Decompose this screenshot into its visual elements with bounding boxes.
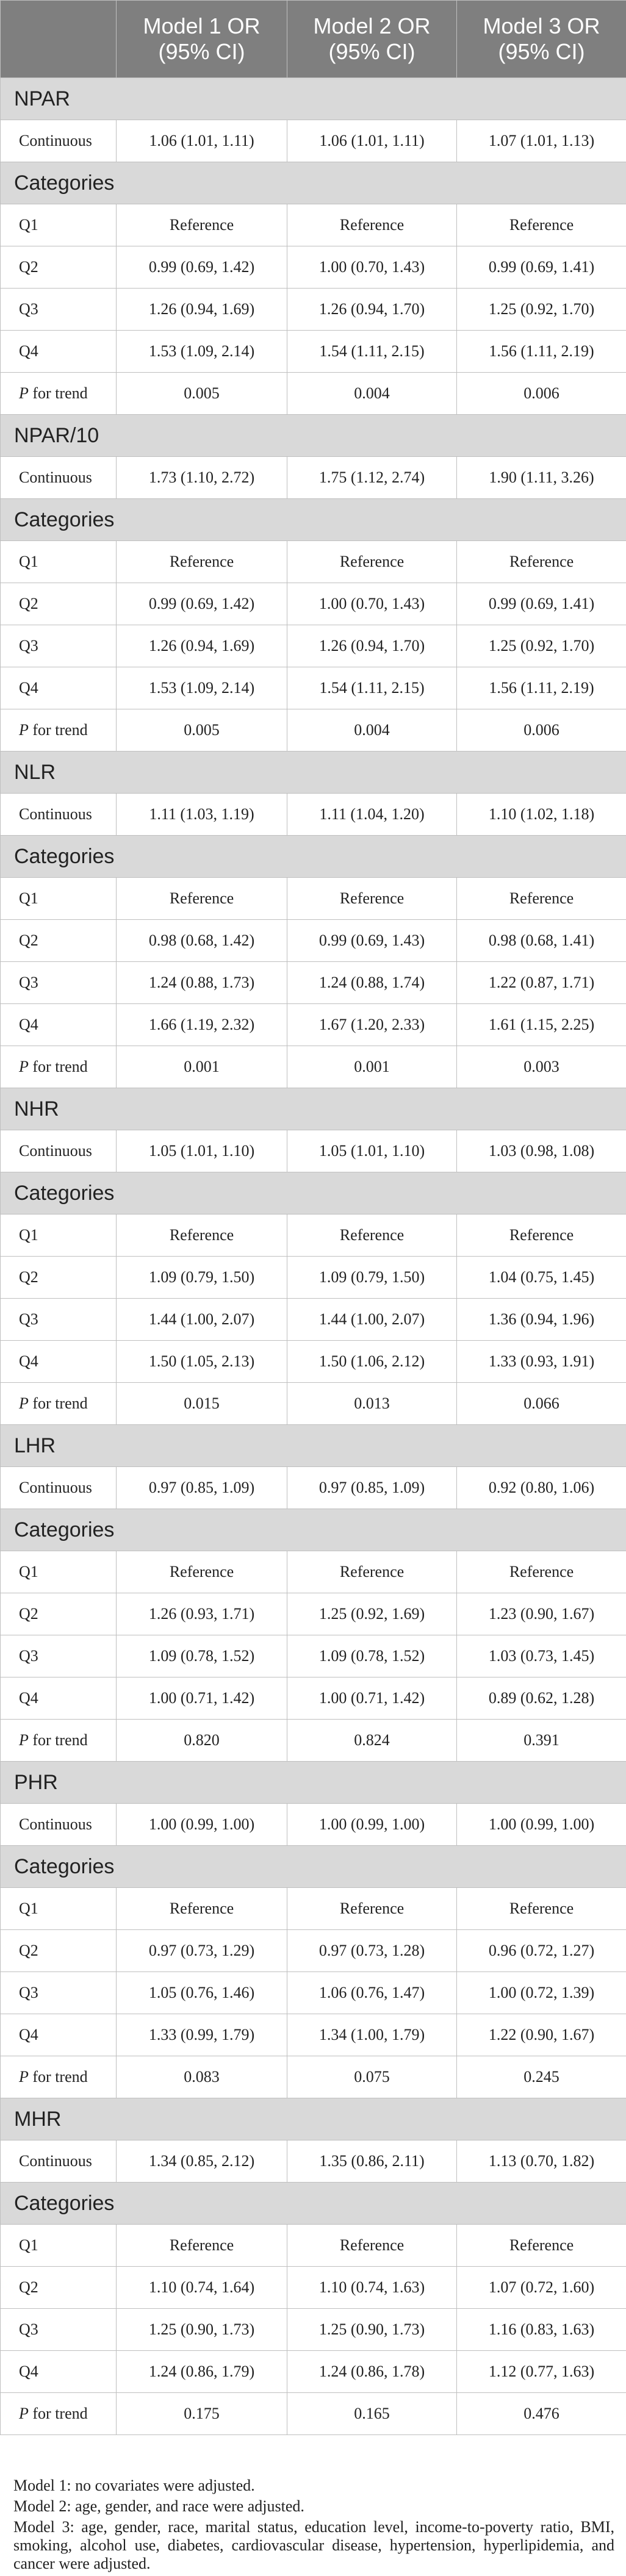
table-cell: 1.10 (0.74, 1.63) xyxy=(287,2267,457,2309)
p-symbol: P xyxy=(19,2068,29,2086)
categories-label: Categories xyxy=(1,1172,626,1214)
row-label: Continuous xyxy=(1,794,117,836)
categories-label: Categories xyxy=(1,1509,626,1551)
table-cell: Reference xyxy=(457,878,626,920)
row-label: Q2 xyxy=(1,1593,117,1635)
p-trend-label xyxy=(1,1720,117,1762)
p-trend-label xyxy=(1,373,117,415)
table-row xyxy=(1,1972,626,2014)
table-cell: 0.97 (0.85, 1.09) xyxy=(117,1467,287,1509)
section-header-nlr xyxy=(1,752,626,794)
table-cell: 1.00 (0.72, 1.39) xyxy=(457,1972,626,2014)
categories-label: Categories xyxy=(1,2183,626,2225)
section-title: LHR xyxy=(1,1425,626,1467)
row-label: Q4 xyxy=(1,2014,117,2056)
table-cell: 1.53 (1.09, 2.14) xyxy=(117,331,287,373)
table-cell: 1.56 (1.11, 2.19) xyxy=(457,667,626,709)
table-cell: 0.89 (0.62, 1.28) xyxy=(457,1677,626,1720)
table-cell: 1.09 (0.79, 1.50) xyxy=(117,1257,287,1299)
table-cell: 1.73 (1.10, 2.72) xyxy=(117,457,287,499)
row-label: Continuous xyxy=(1,2140,117,2183)
p-trend-value: 0.175 xyxy=(117,2393,287,2435)
p-symbol: P xyxy=(19,1394,29,1412)
p-trend-label xyxy=(1,1046,117,1088)
table-row xyxy=(1,2309,626,2351)
table-cell: 0.99 (0.69, 1.43) xyxy=(287,920,457,962)
table-row xyxy=(1,1888,626,1930)
table-row xyxy=(1,2014,626,2056)
header-blank-cell xyxy=(1,1,117,78)
row-label: Q1 xyxy=(1,1214,117,1257)
table-row xyxy=(1,583,626,625)
row-label: Q2 xyxy=(1,583,117,625)
table-cell: Reference xyxy=(117,541,287,583)
row-label: Q1 xyxy=(1,541,117,583)
table-cell: 1.05 (1.01, 1.10) xyxy=(117,1130,287,1172)
table-cell: 1.50 (1.06, 2.12) xyxy=(287,1341,457,1383)
table-cell: 1.06 (0.76, 1.47) xyxy=(287,1972,457,2014)
p-trend-label xyxy=(1,2393,117,2435)
row-label: Q1 xyxy=(1,1888,117,1930)
row-label: Q1 xyxy=(1,1551,117,1593)
p-trend-text: for trend xyxy=(28,2405,88,2422)
p-trend-value: 0.005 xyxy=(117,373,287,415)
p-trend-text: for trend xyxy=(28,1731,88,1749)
table-row xyxy=(1,1299,626,1341)
table-row xyxy=(1,1593,626,1635)
table-cell: 1.11 (1.03, 1.19) xyxy=(117,794,287,836)
p-trend-row xyxy=(1,1720,626,1762)
p-trend-text: for trend xyxy=(28,1394,88,1412)
section-title: NPAR/10 xyxy=(1,415,626,457)
p-trend-value: 0.015 xyxy=(117,1383,287,1425)
table-cell: 0.92 (0.80, 1.06) xyxy=(457,1467,626,1509)
table-cell: 1.06 (1.01, 1.11) xyxy=(287,120,457,162)
p-symbol: P xyxy=(19,1731,29,1749)
table-cell: 0.98 (0.68, 1.41) xyxy=(457,920,626,962)
table-cell: 1.44 (1.00, 2.07) xyxy=(117,1299,287,1341)
table-cell: 1.13 (0.70, 1.82) xyxy=(457,2140,626,2183)
table-cell: 1.22 (0.87, 1.71) xyxy=(457,962,626,1004)
p-trend-value: 0.006 xyxy=(457,709,626,752)
p-symbol: P xyxy=(19,1058,29,1075)
table-cell: Reference xyxy=(117,1888,287,1930)
p-trend-row xyxy=(1,1046,626,1088)
row-label: Q4 xyxy=(1,2351,117,2393)
row-label: Q2 xyxy=(1,246,117,289)
row-label: Continuous xyxy=(1,1804,117,1846)
table-row xyxy=(1,331,626,373)
table-cell: Reference xyxy=(287,1888,457,1930)
row-label: Continuous xyxy=(1,457,117,499)
p-trend-value: 0.003 xyxy=(457,1046,626,1088)
p-trend-value: 0.820 xyxy=(117,1720,287,1762)
table-row xyxy=(1,878,626,920)
row-label: Q2 xyxy=(1,920,117,962)
table-cell: 1.66 (1.19, 2.32) xyxy=(117,1004,287,1046)
table-cell: Reference xyxy=(117,878,287,920)
table-cell: 1.34 (0.85, 2.12) xyxy=(117,2140,287,2183)
categories-header xyxy=(1,1846,626,1888)
section-title: PHR xyxy=(1,1762,626,1804)
table-footnotes xyxy=(13,2477,614,2575)
row-label: Q3 xyxy=(1,2309,117,2351)
table-cell: Reference xyxy=(457,1551,626,1593)
table-cell: 0.96 (0.72, 1.27) xyxy=(457,1930,626,1972)
table-row xyxy=(1,1677,626,1720)
table-cell: 1.16 (0.83, 1.63) xyxy=(457,2309,626,2351)
table-row xyxy=(1,625,626,667)
table-cell: 0.97 (0.73, 1.28) xyxy=(287,1930,457,1972)
p-symbol: P xyxy=(19,721,29,739)
table-cell: 1.04 (0.75, 1.45) xyxy=(457,1257,626,1299)
table-row xyxy=(1,1004,626,1046)
p-trend-value: 0.066 xyxy=(457,1383,626,1425)
section-header-npar-10 xyxy=(1,415,626,457)
categories-label: Categories xyxy=(1,1846,626,1888)
section-header-mhr xyxy=(1,2098,626,2140)
table-cell: 1.22 (0.90, 1.67) xyxy=(457,2014,626,2056)
table-cell: Reference xyxy=(287,878,457,920)
p-trend-value: 0.391 xyxy=(457,1720,626,1762)
p-trend-text: for trend xyxy=(28,384,88,402)
table-cell: Reference xyxy=(287,541,457,583)
row-label: Q4 xyxy=(1,667,117,709)
p-trend-row xyxy=(1,2056,626,2098)
row-label: Q1 xyxy=(1,878,117,920)
table-cell: 1.05 (0.76, 1.46) xyxy=(117,1972,287,2014)
table-row xyxy=(1,1551,626,1593)
table-cell: 1.24 (0.86, 1.79) xyxy=(117,2351,287,2393)
table-cell: 1.26 (0.94, 1.69) xyxy=(117,289,287,331)
table-row xyxy=(1,541,626,583)
row-label: Continuous xyxy=(1,1467,117,1509)
row-label: Continuous xyxy=(1,1130,117,1172)
table-cell: 1.05 (1.01, 1.10) xyxy=(287,1130,457,1172)
row-label: Q3 xyxy=(1,1635,117,1677)
table-cell: 1.44 (1.00, 2.07) xyxy=(287,1299,457,1341)
row-label: Q4 xyxy=(1,1341,117,1383)
table-cell: 1.09 (0.78, 1.52) xyxy=(287,1635,457,1677)
table-cell: 0.99 (0.69, 1.41) xyxy=(457,246,626,289)
table-cell: 1.11 (1.04, 1.20) xyxy=(287,794,457,836)
row-label: Q3 xyxy=(1,625,117,667)
table-cell: 0.99 (0.69, 1.42) xyxy=(117,246,287,289)
table-row xyxy=(1,120,626,162)
footnote-model-3: Model 3: age, gender, race, marital status, education level, income-to-poverty ratio, BMI, smoking, alcohol use, diabetes, cardiovascular disease, hypertension, hyperlipidemia, and cancer were adjusted. xyxy=(13,2518,614,2572)
section-title: NLR xyxy=(1,752,626,794)
table-cell: 1.09 (0.78, 1.52) xyxy=(117,1635,287,1677)
table-row xyxy=(1,920,626,962)
table-row xyxy=(1,2267,626,2309)
table-cell: 1.25 (0.90, 1.73) xyxy=(287,2309,457,2351)
row-label: Q3 xyxy=(1,289,117,331)
table-cell: 1.24 (0.88, 1.73) xyxy=(117,962,287,1004)
p-trend-text: for trend xyxy=(28,1058,88,1075)
row-label: Q1 xyxy=(1,204,117,246)
table-cell: 1.00 (0.71, 1.42) xyxy=(117,1677,287,1720)
table-row xyxy=(1,794,626,836)
footnote-model-1: Model 1: no covariates were adjusted. xyxy=(13,2477,255,2494)
table-header xyxy=(1,1,626,78)
table-cell: 0.99 (0.69, 1.41) xyxy=(457,583,626,625)
table-cell: 1.03 (0.98, 1.08) xyxy=(457,1130,626,1172)
table-cell: Reference xyxy=(457,541,626,583)
table-row xyxy=(1,667,626,709)
table-cell: 1.56 (1.11, 2.19) xyxy=(457,331,626,373)
p-trend-value: 0.476 xyxy=(457,2393,626,2435)
table-cell: 1.09 (0.79, 1.50) xyxy=(287,1257,457,1299)
table-cell: 1.34 (1.00, 1.79) xyxy=(287,2014,457,2056)
p-trend-value: 0.245 xyxy=(457,2056,626,2098)
table-row xyxy=(1,1804,626,1846)
table-row xyxy=(1,1257,626,1299)
p-trend-text: for trend xyxy=(28,2068,88,2086)
table-cell: 0.98 (0.68, 1.42) xyxy=(117,920,287,962)
table-cell: Reference xyxy=(287,1551,457,1593)
header-model-2: Model 2 OR (95% CI) xyxy=(287,1,457,78)
categories-label: Categories xyxy=(1,162,626,204)
table-cell: Reference xyxy=(117,1214,287,1257)
table-cell: 1.23 (0.90, 1.67) xyxy=(457,1593,626,1635)
table-row xyxy=(1,204,626,246)
table-cell: 1.12 (0.77, 1.63) xyxy=(457,2351,626,2393)
section-title: NHR xyxy=(1,1088,626,1130)
table-row xyxy=(1,1467,626,1509)
table-cell: 1.26 (0.94, 1.70) xyxy=(287,625,457,667)
table-cell: 1.50 (1.05, 2.13) xyxy=(117,1341,287,1383)
table-row xyxy=(1,1635,626,1677)
table-row xyxy=(1,2225,626,2267)
table-body xyxy=(1,78,626,2435)
table-cell: 1.10 (0.74, 1.64) xyxy=(117,2267,287,2309)
table-cell: 1.07 (1.01, 1.13) xyxy=(457,120,626,162)
table-row xyxy=(1,962,626,1004)
p-trend-label xyxy=(1,709,117,752)
section-title: MHR xyxy=(1,2098,626,2140)
table-cell: 1.25 (0.90, 1.73) xyxy=(117,2309,287,2351)
table-row xyxy=(1,2140,626,2183)
row-label: Q2 xyxy=(1,1257,117,1299)
row-label: Q2 xyxy=(1,1930,117,1972)
p-trend-row xyxy=(1,2393,626,2435)
table-cell: 1.00 (0.99, 1.00) xyxy=(457,1804,626,1846)
table-row xyxy=(1,246,626,289)
table-cell: 1.10 (1.02, 1.18) xyxy=(457,794,626,836)
table-cell: Reference xyxy=(287,2225,457,2267)
p-trend-value: 0.004 xyxy=(287,373,457,415)
table-cell: 1.36 (0.94, 1.96) xyxy=(457,1299,626,1341)
table-cell: 1.00 (0.99, 1.00) xyxy=(117,1804,287,1846)
table-row xyxy=(1,1341,626,1383)
categories-header xyxy=(1,836,626,878)
table-cell: Reference xyxy=(457,204,626,246)
table-cell: 1.33 (0.93, 1.91) xyxy=(457,1341,626,1383)
categories-header xyxy=(1,1172,626,1214)
table-cell: Reference xyxy=(457,2225,626,2267)
p-symbol: P xyxy=(19,2405,29,2422)
table-cell: 1.24 (0.88, 1.74) xyxy=(287,962,457,1004)
table-cell: 1.06 (1.01, 1.11) xyxy=(117,120,287,162)
table-cell: 1.54 (1.11, 2.15) xyxy=(287,331,457,373)
table-cell: 1.25 (0.92, 1.69) xyxy=(287,1593,457,1635)
p-trend-label xyxy=(1,1383,117,1425)
section-header-phr xyxy=(1,1762,626,1804)
table-row xyxy=(1,2351,626,2393)
row-label: Q3 xyxy=(1,1972,117,2014)
p-trend-text: for trend xyxy=(28,721,88,739)
table-cell: 1.26 (0.94, 1.69) xyxy=(117,625,287,667)
table-cell: 1.75 (1.12, 2.74) xyxy=(287,457,457,499)
table-cell: Reference xyxy=(457,1888,626,1930)
table-cell: Reference xyxy=(117,204,287,246)
row-label: Q4 xyxy=(1,1677,117,1720)
p-trend-value: 0.013 xyxy=(287,1383,457,1425)
table-cell: Reference xyxy=(287,204,457,246)
p-trend-value: 0.004 xyxy=(287,709,457,752)
table-cell: 1.25 (0.92, 1.70) xyxy=(457,625,626,667)
table-cell: 1.25 (0.92, 1.70) xyxy=(457,289,626,331)
table-row xyxy=(1,289,626,331)
table-cell: 1.90 (1.11, 3.26) xyxy=(457,457,626,499)
footnote-model-2: Model 2: age, gender, and race were adjusted. xyxy=(13,2497,304,2515)
row-label: Q4 xyxy=(1,1004,117,1046)
table-cell: 1.35 (0.86, 2.11) xyxy=(287,2140,457,2183)
table-row xyxy=(1,1930,626,1972)
table-row xyxy=(1,457,626,499)
table-cell: 0.97 (0.85, 1.09) xyxy=(287,1467,457,1509)
p-trend-value: 0.083 xyxy=(117,2056,287,2098)
section-title: NPAR xyxy=(1,78,626,120)
p-symbol: P xyxy=(19,384,29,402)
section-header-npar xyxy=(1,78,626,120)
table-cell: 1.00 (0.70, 1.43) xyxy=(287,583,457,625)
categories-label: Categories xyxy=(1,836,626,878)
p-trend-value: 0.001 xyxy=(287,1046,457,1088)
table-row xyxy=(1,1130,626,1172)
table-cell: Reference xyxy=(457,1214,626,1257)
p-trend-value: 0.075 xyxy=(287,2056,457,2098)
categories-header xyxy=(1,499,626,541)
table-cell: 1.03 (0.73, 1.45) xyxy=(457,1635,626,1677)
categories-header xyxy=(1,162,626,204)
row-label: Q2 xyxy=(1,2267,117,2309)
table-cell: 1.61 (1.15, 2.25) xyxy=(457,1004,626,1046)
row-label: Q3 xyxy=(1,1299,117,1341)
categories-label: Categories xyxy=(1,499,626,541)
categories-header xyxy=(1,2183,626,2225)
table-cell: 1.53 (1.09, 2.14) xyxy=(117,667,287,709)
table-cell: Reference xyxy=(117,2225,287,2267)
p-trend-row xyxy=(1,373,626,415)
header-model-3: Model 3 OR (95% CI) xyxy=(457,1,626,78)
table-cell: 1.26 (0.94, 1.70) xyxy=(287,289,457,331)
p-trend-row xyxy=(1,709,626,752)
header-model-1: Model 1 OR (95% CI) xyxy=(117,1,287,78)
categories-header xyxy=(1,1509,626,1551)
table-row xyxy=(1,1214,626,1257)
row-label: Q3 xyxy=(1,962,117,1004)
table-cell: 1.54 (1.11, 2.15) xyxy=(287,667,457,709)
table-cell: 0.97 (0.73, 1.29) xyxy=(117,1930,287,1972)
table-cell: 1.00 (0.71, 1.42) xyxy=(287,1677,457,1720)
table-cell: 1.00 (0.70, 1.43) xyxy=(287,246,457,289)
row-label: Q4 xyxy=(1,331,117,373)
section-header-lhr xyxy=(1,1425,626,1467)
p-trend-value: 0.005 xyxy=(117,709,287,752)
p-trend-label xyxy=(1,2056,117,2098)
p-trend-value: 0.824 xyxy=(287,1720,457,1762)
table-cell: 1.67 (1.20, 2.33) xyxy=(287,1004,457,1046)
table-cell: 1.07 (0.72, 1.60) xyxy=(457,2267,626,2309)
table-cell: 1.24 (0.86, 1.78) xyxy=(287,2351,457,2393)
table-cell: Reference xyxy=(117,1551,287,1593)
table-cell: 0.99 (0.69, 1.42) xyxy=(117,583,287,625)
section-header-nhr xyxy=(1,1088,626,1130)
header-row xyxy=(1,1,626,78)
p-trend-value: 0.006 xyxy=(457,373,626,415)
table-cell: 1.26 (0.93, 1.71) xyxy=(117,1593,287,1635)
row-label: Q1 xyxy=(1,2225,117,2267)
table-cell: Reference xyxy=(287,1214,457,1257)
table-cell: 1.00 (0.99, 1.00) xyxy=(287,1804,457,1846)
row-label: Continuous xyxy=(1,120,117,162)
p-trend-value: 0.001 xyxy=(117,1046,287,1088)
p-trend-row xyxy=(1,1383,626,1425)
table-cell: 1.33 (0.99, 1.79) xyxy=(117,2014,287,2056)
p-trend-value: 0.165 xyxy=(287,2393,457,2435)
